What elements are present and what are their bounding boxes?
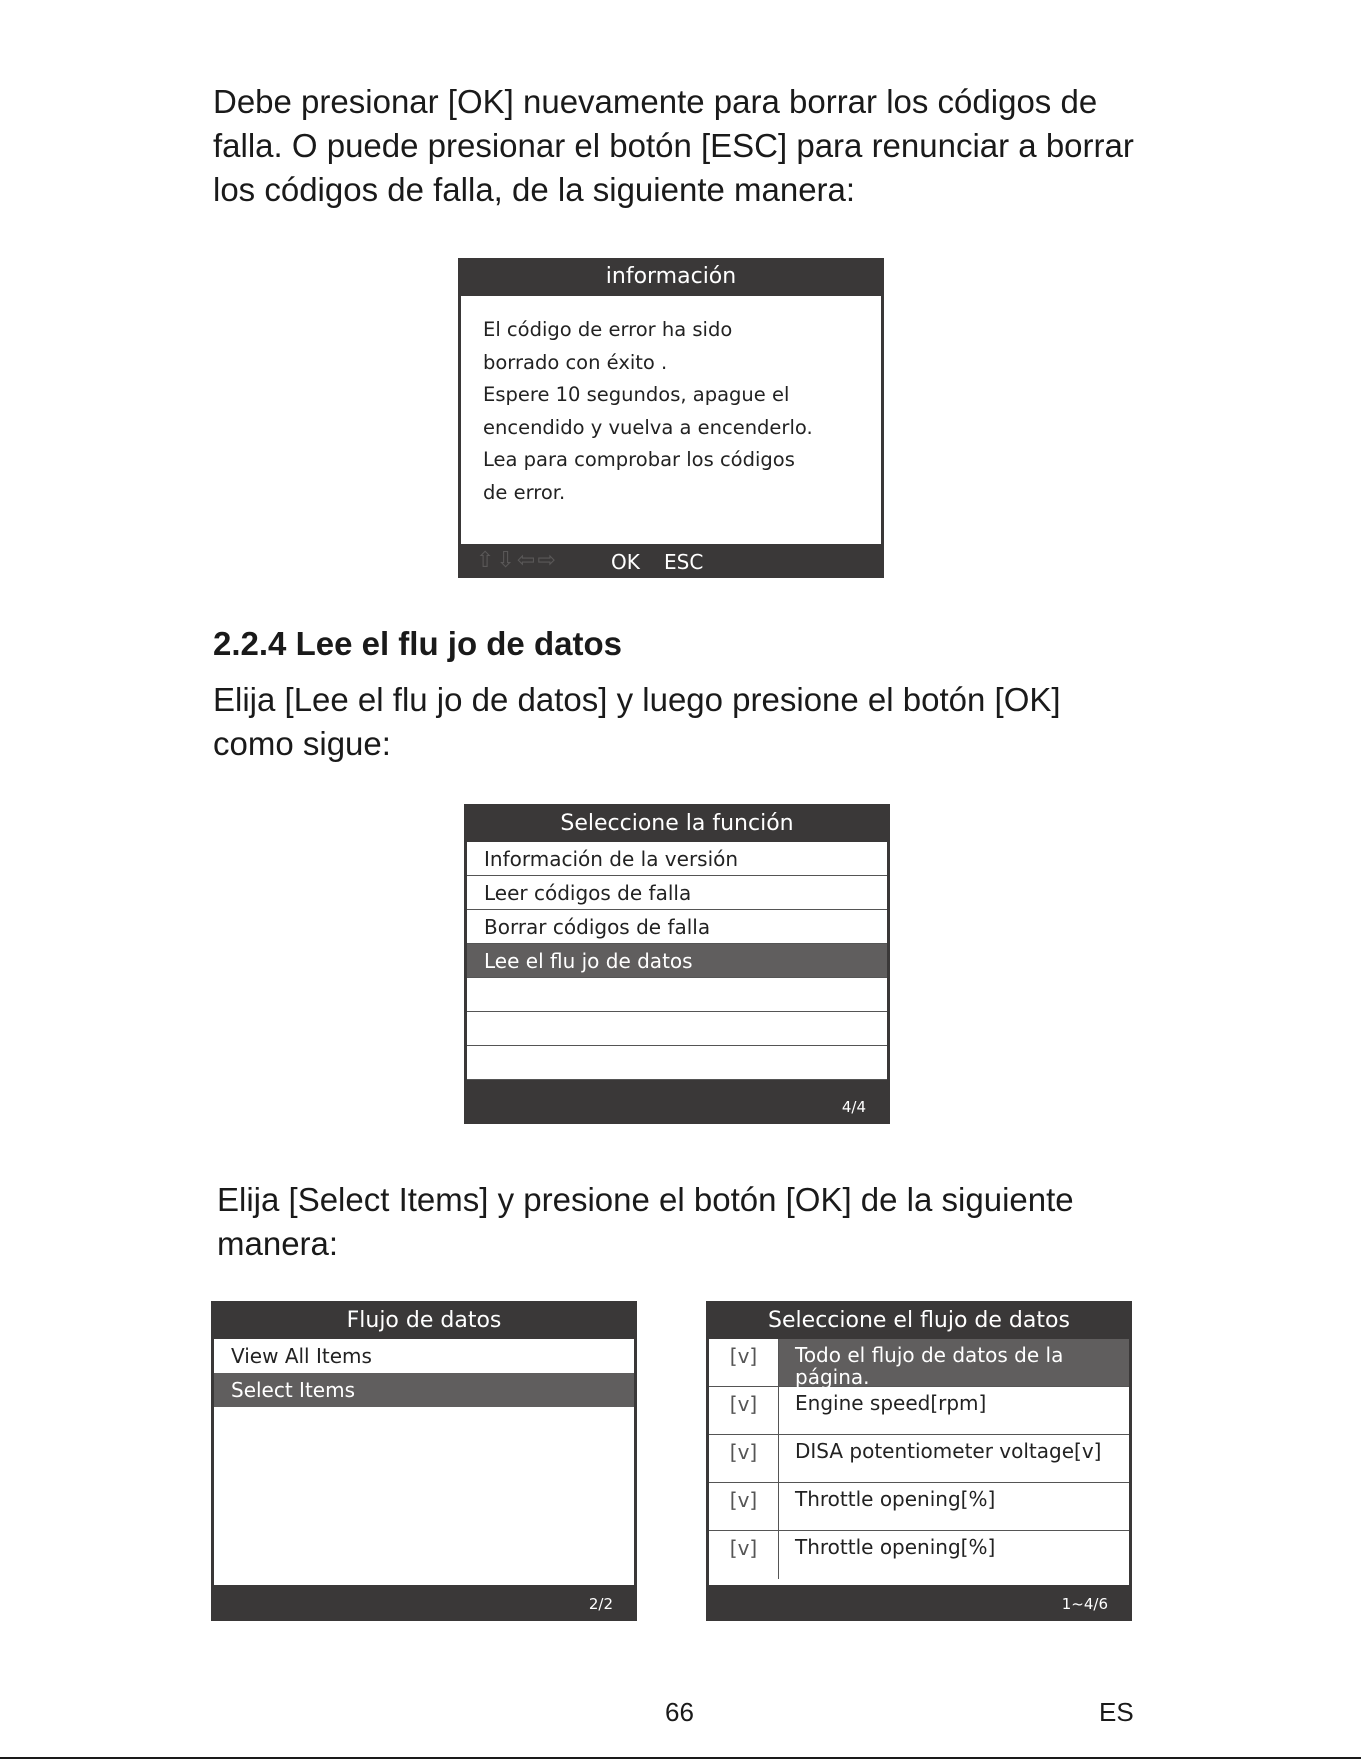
select-paragraph — [217, 1178, 1177, 1266]
function-item-empty — [467, 978, 887, 1012]
datastream-row[interactable] — [709, 1339, 1129, 1387]
arrow-up-icon: ⇧ — [476, 548, 497, 573]
section-heading: 2.2.4 Lee el flu jo de datos — [213, 625, 622, 662]
info-screen-body — [461, 296, 881, 544]
arrow-left-icon: ⇦ — [516, 548, 538, 573]
info-message-line: Espere 10 segundos, apague el — [483, 383, 790, 406]
datastream-label[interactable]: Throttle opening[%] — [795, 1535, 996, 1559]
nav-arrows-icon — [476, 548, 558, 573]
datastream-label[interactable]: Throttle opening[%] — [795, 1487, 996, 1511]
datastream-row[interactable] — [709, 1483, 1129, 1531]
function-item[interactable]: Información de la versión — [467, 842, 887, 876]
function-item-empty — [467, 1012, 887, 1046]
function-item[interactable]: Leer códigos de falla — [467, 876, 887, 910]
datastream-screen-title: Seleccione el flujo de datos — [768, 1308, 1070, 1333]
datastream-label[interactable]: Engine speed[rpm] — [795, 1391, 987, 1415]
section-paragraph — [213, 678, 1173, 766]
intro-line: Debe presionar [OK] nuevamente para borrar los códigos de — [213, 83, 1098, 120]
datastream-list — [709, 1339, 1129, 1585]
datastream-row[interactable] — [709, 1435, 1129, 1483]
datastream-label[interactable]: DISA potentiometer voltage[v] — [795, 1439, 1102, 1463]
info-message-line: Lea para comprobar los códigos — [483, 448, 795, 471]
arrow-right-icon: ⇨ — [537, 548, 558, 573]
language-code: ES — [1099, 1697, 1134, 1727]
datastream-screen — [706, 1301, 1132, 1621]
info-screen-title: información — [605, 264, 737, 289]
function-screen-title: Seleccione la función — [560, 811, 794, 836]
datastream-label-selected[interactable]: Todo el flujo de datos de la página. — [779, 1339, 1129, 1386]
section-line: como sigue: — [213, 725, 391, 762]
info-message-line: El código de error ha sido — [483, 318, 733, 341]
select-items[interactable]: Select Items — [214, 1373, 634, 1407]
function-item[interactable]: Borrar códigos de falla — [467, 910, 887, 944]
intro-line: los códigos de falla, de la siguiente manera: — [213, 171, 856, 208]
info-screen — [458, 258, 884, 578]
checkbox[interactable]: [v] — [709, 1483, 779, 1530]
flow-screen — [211, 1301, 637, 1621]
flow-list — [214, 1339, 634, 1585]
function-list — [467, 842, 887, 1080]
checkbox[interactable]: [v] — [709, 1531, 779, 1579]
section-line: Elija [Lee el flu jo de datos] y luego presione el botón [OK] — [213, 681, 1061, 718]
info-screen-footer — [458, 545, 884, 578]
intro-paragraph — [213, 80, 1173, 212]
arrow-down-icon: ⇩ — [496, 548, 517, 573]
info-message-line: borrado con éxito . — [483, 350, 668, 374]
intro-line: falla. O puede presionar el botón [ESC] para renunciar a borrar — [213, 127, 1134, 164]
view-all-items[interactable]: View All Items — [231, 1344, 372, 1368]
info-message-line: encendido y vuelva a encenderlo. — [483, 415, 813, 439]
function-item-empty — [467, 1046, 887, 1080]
function-item-selected[interactable]: Lee el flu jo de datos — [467, 944, 887, 978]
select-line: Elija [Select Items] y presione el botón [OK] de la siguiente — [217, 1181, 1074, 1218]
function-screen — [464, 804, 890, 1124]
checkbox[interactable]: [v] — [709, 1339, 779, 1386]
checkbox[interactable]: [v] — [709, 1435, 779, 1482]
page-indicator: 4/4 — [841, 1098, 866, 1116]
datastream-row[interactable] — [709, 1387, 1129, 1435]
datastream-row[interactable] — [709, 1531, 1129, 1579]
flow-screen-title: Flujo de datos — [346, 1308, 502, 1333]
info-message-line: de error. — [483, 480, 566, 504]
ok-button[interactable]: OK — [611, 550, 640, 574]
esc-button[interactable]: ESC — [664, 550, 704, 574]
bottom-rule — [0, 1757, 1361, 1759]
page-number: 66 — [665, 1697, 694, 1727]
select-line: manera: — [217, 1225, 339, 1262]
page-indicator: 2/2 — [588, 1595, 613, 1613]
checkbox[interactable]: [v] — [709, 1387, 779, 1434]
info-message — [483, 314, 813, 509]
page-indicator: 1~4/6 — [1061, 1595, 1108, 1613]
